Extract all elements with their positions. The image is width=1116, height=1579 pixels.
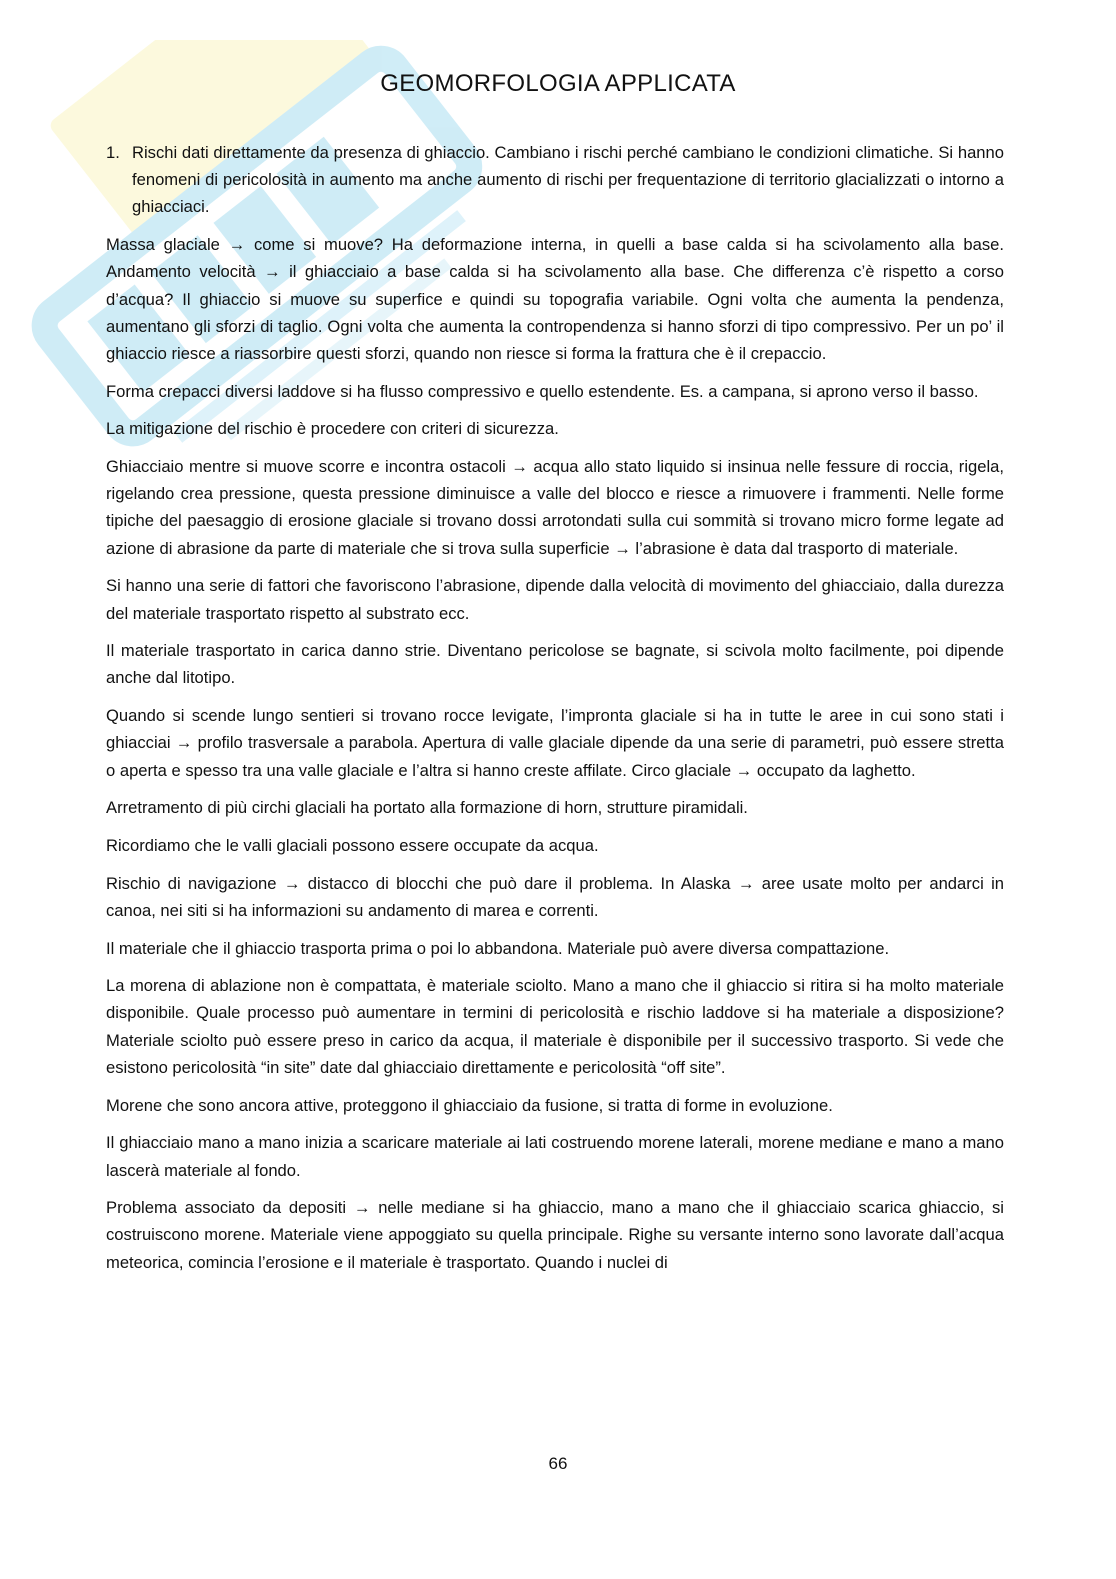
- paragraph-2: Forma crepacci diversi laddove si ha flusso compressivo e quello estendente. Es. a campana, si aprono verso il basso.: [106, 381, 979, 401]
- list-item-number: 1.: [106, 143, 120, 162]
- paragraph-6: Il materiale trasportato in carica danno strie. Diventano pericolose se bagnate, si scivola molto facilmente, poi dipende anche dal litotipo.: [106, 641, 1004, 688]
- paragraph-15: Problema associato da depositi → nelle mediane si ha ghiaccio, mano a mano che il ghiacciaio scarica ghiaccio, si costruiscono morene. Materiale viene appoggiato su quella principale. Righe su versante interno sono lavorate dall’acqua meteorica, comincia l’erosione e il materiale è trasportato. Quando i nuclei di: [106, 1198, 1004, 1272]
- paragraph-11: Il materiale che il ghiaccio trasporta prima o poi lo abbandona. Materiale può avere diversa compattazione.: [106, 938, 890, 958]
- paragraph-9: Ricordiamo che le valli glaciali possono essere occupate da acqua.: [106, 835, 599, 855]
- list-item: [106, 139, 1004, 221]
- paragraph-4: Ghiacciaio mentre si muove scorre e incontra ostacoli → acqua allo stato liquido si insinua nelle fessure di roccia, rigela, rigelando crea pressione, questa pressione diminuisce a valle del blocco e riesce a rimuovere i frammenti. Nelle forme tipiche del paesaggio di erosione glaciale si trovano dossi arrotondati sulla cui sommità si trovano micro forme legate ad azione di abrasione da parte di materiale che si trova sulla superficie → l’abrasione è data dal trasporto di materiale.: [106, 457, 1004, 558]
- paragraph-13: Morene che sono ancora attive, proteggono il ghiacciaio da fusione, si tratta di forme in evoluzione.: [106, 1095, 833, 1115]
- page-number: 66: [548, 1454, 568, 1473]
- paragraph-1: Massa glaciale → come si muove? Ha deformazione interna, in quelli a base calda si ha scivolamento alla base. Andamento velocità → il ghiacciaio a base calda si ha scivolamento alla base. Che differenza c’è rispetto a corso d’acqua? Il ghiaccio si muove su superfice e quindi su topografia variabile. Ogni volta che aumenta la pendenza, aumentano gli sforzi di taglio. Ogni volta che aumenta la contropendenza si hanno sforzi di tipo compressivo. Per un po’ il ghiaccio riesce a riassorbire questi sforzi, quando non riesce si forma la frattura che è il crepaccio.: [106, 235, 1004, 363]
- paragraph-7: Quando si scende lungo sentieri si trovano rocce levigate, l’impronta glaciale si ha in tutte le aree in cui sono stati i ghiacciai → profilo trasversale a parabola. Apertura di valle glaciale dipende da una serie di parametri, può essere stretta o aperta e spesso tra una valle glaciale e l’altra si hanno creste affilate. Circo glaciale → occupato da laghetto.: [106, 706, 1004, 780]
- list-item-text: Rischi dati direttamente da presenza di ghiaccio. Cambiano i rischi perché cambiano le condizioni climatiche. Si hanno fenomeni di pericolosità in aumento ma anche aumento di rischi per frequentazione di territorio glacializzati o intorno a ghiacciaci.: [132, 143, 1004, 217]
- paragraph-14: Il ghiacciaio mano a mano inizia a scaricare materiale ai lati costruendo morene laterali, morene mediane e mano a mano lascerà materiale al fondo.: [106, 1133, 1004, 1180]
- paragraph-12: La morena di ablazione non è compattata, è materiale sciolto. Mano a mano che il ghiaccio si ritira si ha molto materiale disponibile. Quale processo può aumentare in termini di pericolosità e rischio laddove si ha materiale a disposizione? Materiale sciolto può essere preso in carico da acqua, il materiale è disponibile per il successivo trasporto. Si vede che esistono pericolosità “in site” date dal ghiacciaio direttamente e pericolosità “off site”.: [106, 976, 1004, 1077]
- paragraph-10: Rischio di navigazione → distacco di blocchi che può dare il problema. In Alaska → aree usate molto per andarci in canoa, nei siti si ha informazioni su andamento di marea e correnti.: [106, 873, 1004, 920]
- paragraph-3: La mitigazione del rischio è procedere con criteri di sicurezza.: [106, 419, 559, 439]
- page-title: GEOMORFOLOGIA APPLICATA: [380, 70, 736, 97]
- paragraph-8: Arretramento di più circhi glaciali ha portato alla formazione di horn, strutture piramidali.: [106, 798, 748, 818]
- document-body: [106, 139, 1004, 1286]
- paragraph-5: Si hanno una serie di fattori che favoriscono l’abrasione, dipende dalla velocità di movimento del ghiacciaio, dalla durezza del materiale trasportato rispetto al substrato ecc.: [106, 576, 1004, 623]
